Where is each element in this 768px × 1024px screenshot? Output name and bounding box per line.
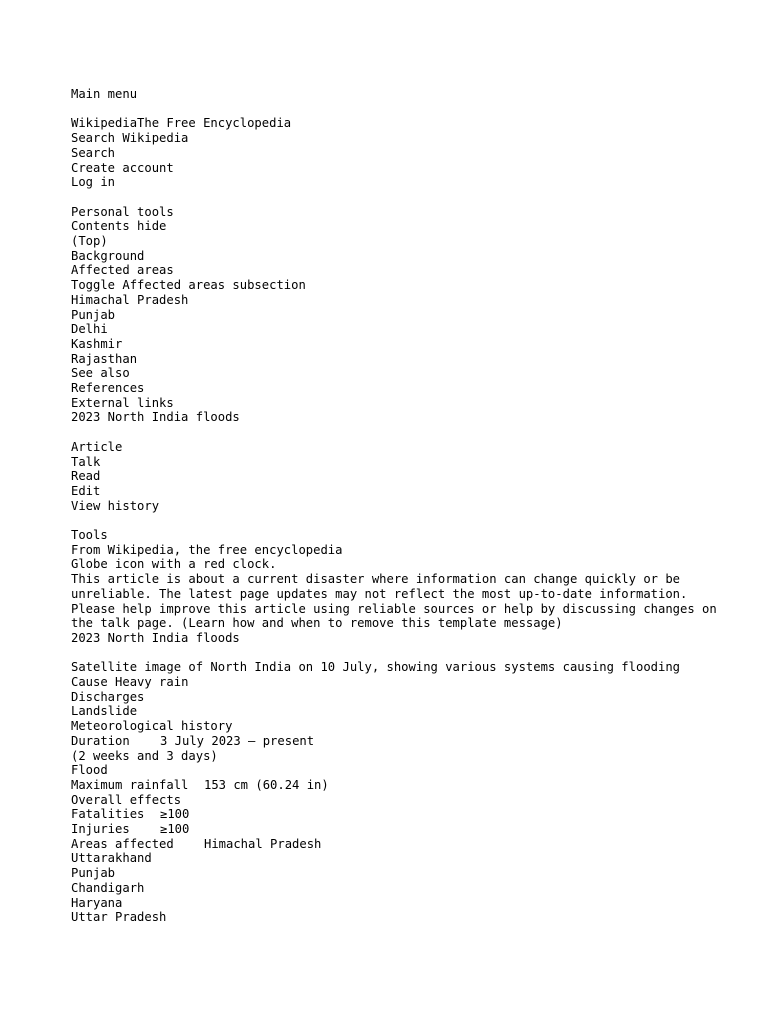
fatalities-value: ≥100 [160, 807, 190, 822]
injuries-label: Injuries [71, 822, 130, 837]
spacer [71, 646, 731, 661]
toc-item-see-also[interactable]: See also [71, 366, 130, 381]
toc-item-top[interactable]: (Top) [71, 234, 108, 248]
spacer [71, 425, 731, 440]
infobox-row-areas [71, 837, 731, 852]
infobox-section-met-history: Meteorological history [71, 719, 233, 734]
toc-item-himachal-pradesh[interactable]: Himachal Pradesh [71, 292, 189, 307]
area-chandigarh[interactable]: Chandigarh [71, 880, 145, 895]
toc-item-external-links[interactable]: External links [71, 395, 174, 410]
toc-item-affected-areas[interactable]: Affected areas [71, 263, 174, 278]
log-in-link[interactable]: Log in [71, 175, 116, 190]
infobox-section-flood: Flood [71, 763, 108, 778]
infobox-section-overall-effects: Overall effects [71, 792, 182, 807]
tab-article[interactable]: Article [71, 439, 123, 454]
tab-talk[interactable]: Talk [71, 454, 101, 469]
spacer [71, 102, 731, 117]
duration-extra: (2 weeks and 3 days) [71, 748, 218, 763]
infobox-row-cause [71, 675, 731, 690]
tab-view-history[interactable]: View history [71, 498, 160, 513]
area-uttar-pradesh[interactable]: Uttar Pradesh [71, 910, 167, 925]
spacer [71, 513, 731, 528]
spacer [71, 190, 731, 205]
toc-item-background[interactable]: Background [71, 248, 145, 263]
tools-button[interactable]: Tools [71, 528, 108, 543]
rainfall-value: 153 cm (60.24 in) [204, 777, 329, 792]
wikipedia-logo-link[interactable]: WikipediaThe Free Encyclopedia [71, 116, 292, 131]
search-button[interactable]: Search [71, 145, 116, 160]
areas-label: Areas affected [71, 836, 174, 851]
search-input[interactable]: Search Wikipedia [71, 131, 189, 146]
infobox-row-fatalities [71, 807, 731, 822]
area-haryana[interactable]: Haryana [71, 895, 123, 910]
toc-item-rajasthan[interactable]: Rajasthan [71, 351, 138, 366]
page-title: 2023 North India floods [71, 410, 240, 425]
duration-value: 3 July 2023 – present [160, 733, 315, 748]
tab-read[interactable]: Read [71, 469, 101, 484]
toc-item-punjab[interactable]: Punjab [71, 307, 116, 322]
infobox-row-rainfall [71, 778, 731, 793]
current-event-notice: This article is about a current disaster where information can change quickly or be unreliable. The latest page updates may not reflect the most up-to-date information. Please help improve this article using reliable sources or help by discussing changes on the talk page. (Learn how and when to remove this template message) [71, 572, 717, 631]
cause-label: Cause [71, 675, 108, 690]
infobox-image-caption: Satellite image of North India on 10 July, showing various systems causing flooding [71, 660, 681, 675]
toc-toggle-affected-areas[interactable]: Toggle Affected areas subsection [71, 278, 306, 293]
infobox-discharges[interactable]: Discharges [71, 689, 145, 704]
toc-item-delhi[interactable]: Delhi [71, 322, 108, 337]
page-content [71, 87, 731, 925]
toc-item-references[interactable]: References [71, 381, 145, 396]
site-tagline: From Wikipedia, the free encyclopedia [71, 542, 343, 557]
area-uttarakhand[interactable]: Uttarakhand [71, 851, 152, 866]
toc-item-kashmir[interactable]: Kashmir [71, 336, 123, 351]
infobox-title: 2023 North India floods [71, 630, 240, 645]
create-account-link[interactable]: Create account [71, 160, 174, 175]
area-punjab[interactable]: Punjab [71, 866, 116, 881]
contents-hide-toggle[interactable]: Contents hide [71, 219, 167, 234]
tab-edit[interactable]: Edit [71, 483, 101, 498]
injuries-value: ≥100 [160, 822, 190, 837]
personal-tools-button[interactable]: Personal tools [71, 204, 174, 219]
infobox-row-duration [71, 734, 731, 749]
infobox-landslide[interactable]: Landslide [71, 704, 138, 719]
main-menu-button[interactable]: Main menu [71, 87, 138, 101]
fatalities-label: Fatalities [71, 807, 145, 822]
globe-clock-icon: Globe icon with a red clock. [71, 557, 277, 572]
rainfall-label: Maximum rainfall [71, 777, 189, 792]
duration-label: Duration [71, 733, 130, 748]
infobox-row-injuries [71, 822, 731, 837]
area-himachal-pradesh[interactable]: Himachal Pradesh [204, 836, 322, 851]
cause-value[interactable]: Heavy rain [115, 675, 189, 690]
